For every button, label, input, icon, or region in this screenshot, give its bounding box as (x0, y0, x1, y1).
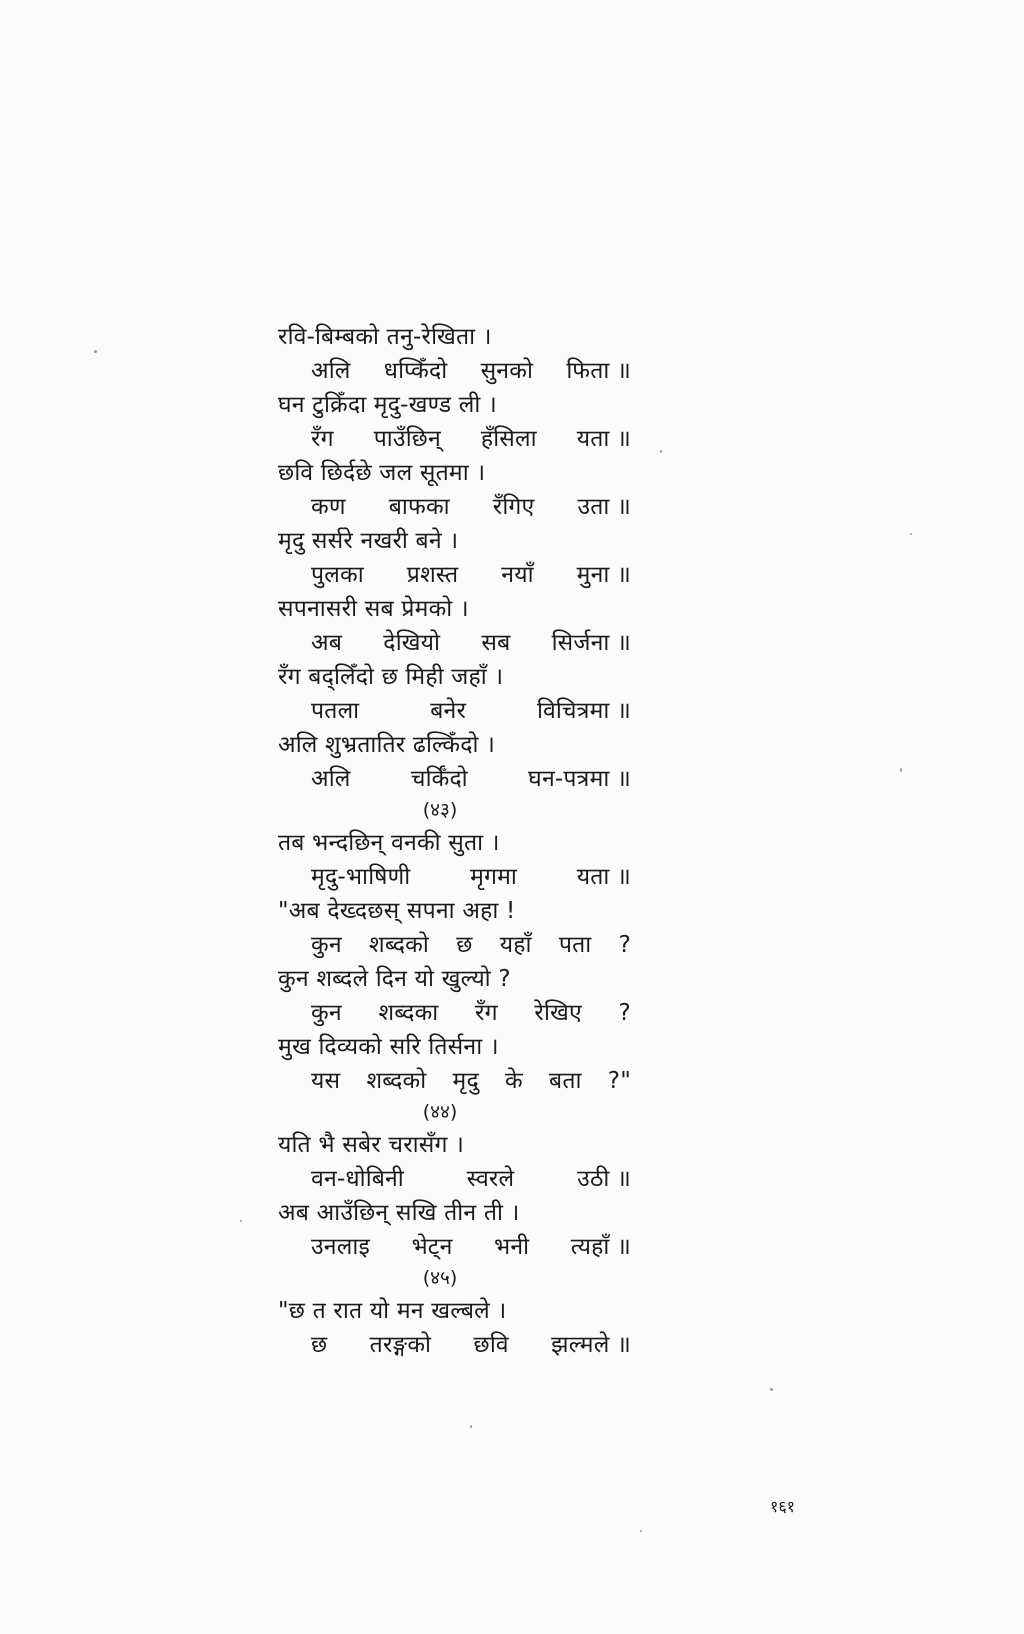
poem-word: अलि (311, 766, 351, 792)
poem-word: यता ॥ (576, 426, 631, 452)
poem-word: भेट्न (411, 1234, 453, 1260)
poem-word: शब्दको (366, 1068, 427, 1094)
poem-line-indented (311, 930, 631, 960)
poem-line: मुख दिव्यको सरि तिर्सना । (278, 1034, 499, 1060)
stanza-number: (४५) (422, 1267, 458, 1289)
poem-word: देखियो (383, 630, 441, 656)
poem-line-indented (311, 998, 631, 1028)
paper-speck (660, 450, 662, 453)
poem-word: स्वरले (466, 1166, 515, 1192)
poem-word: हँसिला (480, 426, 537, 452)
poem-word: ? (618, 932, 631, 958)
poem-line: सपनासरी सब प्रेमको । (278, 596, 469, 622)
paper-speck (900, 768, 902, 772)
poem-line: मृदु सर्सरे नखरी बने । (278, 528, 459, 554)
stanza-number: (४४) (422, 1101, 458, 1123)
poem-word: चर्किँदो (410, 766, 468, 792)
poem-line-indented (311, 1232, 631, 1262)
poem-word: बनेर (430, 698, 467, 724)
poem-word: रँगिए (492, 494, 535, 520)
poem-line-indented (311, 1066, 631, 1096)
poem-line: घन टुक्रिँदा मृदु-खण्ड ली । (278, 392, 497, 418)
poem-word: प्रशस्त (406, 562, 459, 588)
poem-word: उता ॥ (577, 494, 631, 520)
poem-line-indented (311, 560, 631, 590)
poem-word: मुना ॥ (576, 562, 631, 588)
poem-word: मृदु-भाषिणी (311, 864, 411, 890)
poem-word: ? (618, 1000, 631, 1026)
poem-word: विचित्रमा ॥ (536, 698, 631, 724)
poem-line: अब आउँछिन् सखि तीन ती । (278, 1200, 520, 1226)
poem-line: यति भै सबेर चरासँग । (278, 1132, 465, 1158)
poem-word: शब्दका (378, 1000, 439, 1026)
paper-speck (240, 1220, 242, 1222)
poem-word: छ (311, 1332, 328, 1358)
poem-word: मृगमा (470, 864, 518, 890)
poem-word: पतला (311, 698, 360, 724)
poem-word: छवि (473, 1332, 509, 1358)
poem-line: "छ त रात यो मन खल्बले । (278, 1298, 507, 1324)
poem-word: ?" (607, 1068, 631, 1094)
poem-word: रेखिए (534, 1000, 582, 1026)
poem-word: छ (456, 932, 473, 958)
poem-line-indented (311, 424, 631, 454)
poem-line: रँग बद्लिँदो छ मिही जहाँ । (278, 664, 504, 690)
paper-speck (470, 1425, 472, 1428)
poem-word: कण (311, 494, 346, 520)
poem-word: के (505, 1068, 523, 1094)
page-number: १६१ (770, 1497, 795, 1516)
poem-word: बाफका (388, 494, 450, 520)
poem-line-indented (311, 862, 631, 892)
poem-word: सिर्जना ॥ (551, 630, 631, 656)
poem-line-indented (311, 628, 631, 658)
poem-word: यता ॥ (576, 864, 631, 890)
paper-speck (94, 350, 97, 353)
stanza-number: (४३) (422, 799, 458, 821)
poem-line: अलि शुभ्रतातिर ढल्किँदो । (278, 732, 496, 758)
poem-word: कुन (311, 1000, 342, 1026)
poem-word: त्यहाँ ॥ (570, 1234, 631, 1260)
poem-word: अब (311, 630, 343, 656)
poem-word: पाउँछिन् (373, 426, 441, 452)
poem-word: रँग (311, 426, 334, 452)
poem-word: फिता ॥ (566, 358, 631, 384)
poem-word: अलि (311, 358, 351, 384)
poem-word: यस (311, 1068, 341, 1094)
poem-line: कुन शब्दले दिन यो खुल्यो ? (278, 966, 511, 992)
poem-word: धप्किँदो (383, 358, 448, 384)
poem-word: मृदु (452, 1068, 479, 1094)
poem-word: पता (558, 932, 592, 958)
poem-line-indented (311, 492, 631, 522)
poem-word: यहाँ (499, 932, 532, 958)
poem-line-indented (311, 1330, 631, 1360)
poem-line-indented (311, 696, 631, 726)
poem-word: सब (481, 630, 511, 656)
poem-line: छवि छिर्दछे जल सूतमा । (278, 460, 486, 486)
poem-word: रँग (475, 1000, 498, 1026)
poem-line: तब भन्दछिन् वनकी सुता । (278, 830, 500, 856)
poem-line: "अब देख्दछस् सपना अहा ! (278, 898, 516, 924)
paper-speck (910, 533, 912, 535)
poem-word: भनी (494, 1234, 530, 1260)
poem-line-indented (311, 764, 631, 794)
paper-speck (770, 1388, 773, 1391)
poem-word: शब्दको (369, 932, 429, 958)
poem-word: घन-पत्रमा ॥ (528, 766, 631, 792)
poem-word: झल्मले ॥ (551, 1332, 631, 1358)
paper-speck (640, 1530, 642, 1532)
poem-word: वन-धोबिनी (311, 1166, 404, 1192)
poem-word: तरङ्गको (369, 1332, 432, 1358)
poem-word: उनलाइ (311, 1234, 371, 1260)
poem-word: उठी ॥ (577, 1166, 631, 1192)
poem-word: पुलका (311, 562, 364, 588)
poem-word: कुन (311, 932, 342, 958)
poem-word: नयाँ (501, 562, 534, 588)
poem-word: बता (549, 1068, 582, 1094)
poem-line-indented (311, 1164, 631, 1194)
poem-line-indented (311, 356, 631, 386)
poem-line: रवि-बिम्बको तनु-रेखिता । (278, 324, 492, 350)
poem-word: सुनको (480, 358, 534, 384)
